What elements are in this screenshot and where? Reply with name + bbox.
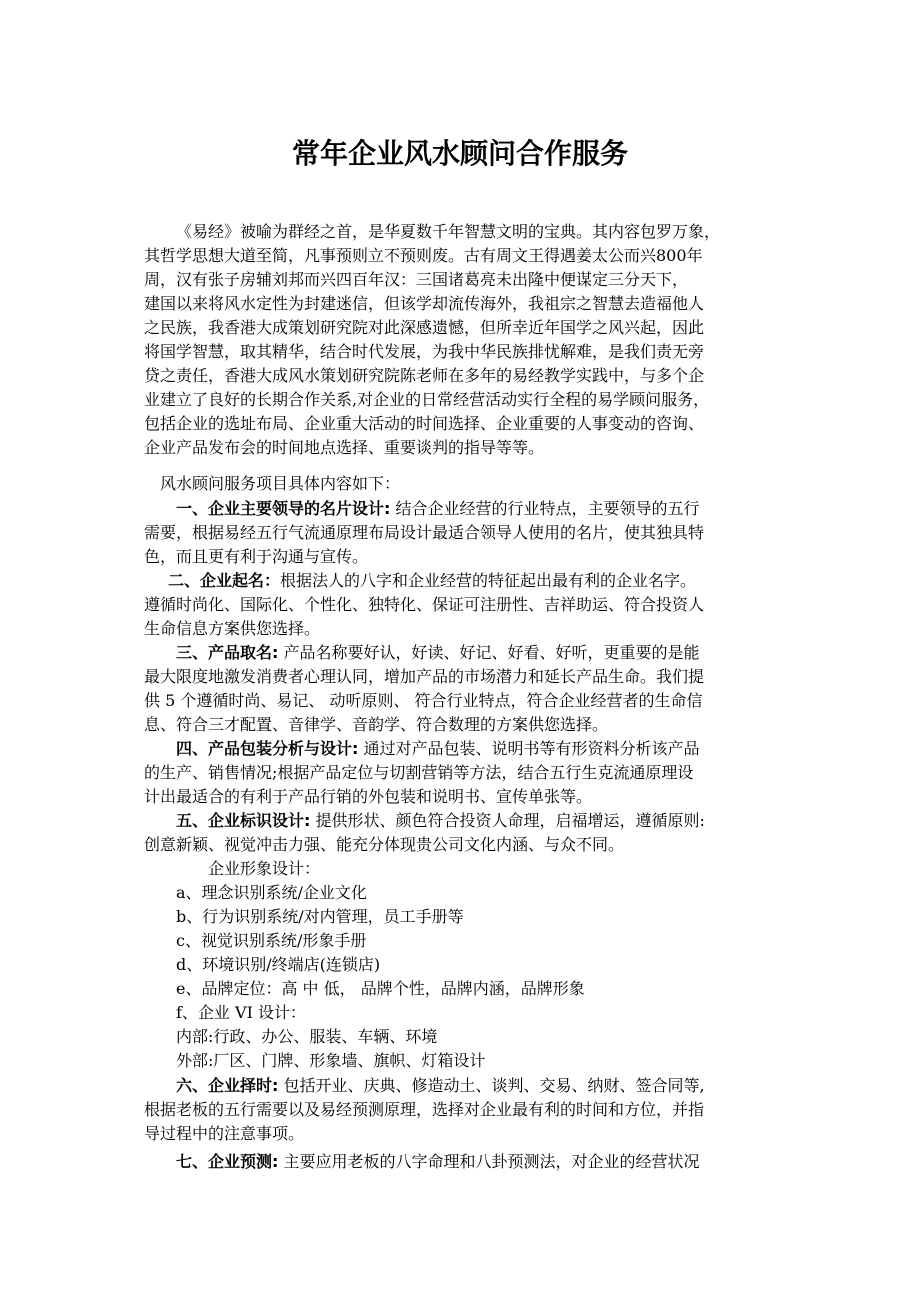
item-1-label: 一、企业主要领导的名片设计: — [176, 499, 391, 518]
intro-line: 其哲学思想大道至简，凡事预则立不预则废。古有周文王得遇姜太公而兴800年 — [144, 246, 703, 265]
item-3-line: 供 5 个遵循时尚、易记、 动听原则、 符合行业特点，符合企业经营者的生命信 — [144, 691, 703, 710]
item-1-line: 色，而且更有利于沟通与宣传。 — [144, 547, 369, 566]
item-2-first-line — [168, 569, 696, 593]
item-7-label: 七、企业预测: — [176, 1152, 279, 1171]
item-4-line: 计出最适合的有利于产品行销的外包装和说明书、宣传单张等。 — [144, 787, 593, 806]
vi-list-item: d、环境识别/终端店(连锁店) — [176, 955, 381, 974]
intro-line: 之民族，我香港大成策划研究院对此深感遗憾，但所幸近年国学之风兴起，因此 — [144, 318, 705, 337]
item-6-label: 六、企业择时: — [176, 1076, 279, 1095]
item-5-line: 创意新颖、视觉冲击力强、能充分体现贵公司文化内涵、与众不同。 — [144, 835, 625, 854]
item-4-text: 通过对产品包装、说明书等有形资料分析该产品 — [358, 739, 700, 758]
intro-line: 包括企业的选址布局、企业重大活动的时间选择、企业重要的人事变动的咨询、 — [144, 414, 705, 433]
item-6-line: 导过程中的注意事项。 — [144, 1124, 305, 1143]
item-5-text: 提供形状、颜色符合投资人命理，启福增运，遵循原则: — [310, 811, 705, 830]
vi-list-item: c、视觉识别系统/形象手册 — [176, 931, 367, 950]
intro-line: 《易经》被喻为群经之首，是华夏数千年智慧文明的宝典。其内容包罗万象， — [176, 222, 721, 241]
document-title: 常年企业风水顾问合作服务 — [291, 137, 628, 170]
item-3-first-line — [176, 641, 700, 665]
item-3-line: 息、符合三才配置、音律学、音韵学、符合数理的方案供您选择。 — [144, 715, 609, 734]
vi-list-item: b、行为识别系统/对内管理，员工手册等 — [176, 907, 464, 926]
intro-line: 将国学智慧，取其精华，结合时代发展，为我中华民族排忧解难，是我们责无旁 — [144, 342, 705, 361]
item-7-text: 主要应用老板的八字命理和八卦预测法，对企业的经营状况 — [278, 1152, 700, 1171]
item-3-label: 三、产品取名: — [176, 643, 279, 662]
item-1-first-line — [176, 497, 700, 521]
vi-list-item: f、企业 VI 设计： — [176, 1003, 306, 1022]
intro-line: 周，汉有张子房辅刘邦而兴四百年汉：三国诸葛亮未出隆中便谋定三分天下， — [144, 270, 689, 289]
item-2-line: 遵循时尚化、国际化、个性化、独特化、保证可注册性、吉祥助运、符合投资人 — [144, 595, 705, 614]
item-6-line: 根据老板的五行需要以及易经预测原理，选择对企业最有利的时间和方位，并指 — [144, 1100, 705, 1119]
item-3-text: 产品名称要好认，好读、好记、好看、好听，更重要的是能 — [278, 643, 700, 662]
item-2-text: 根据法人的八字和企业经营的特征起出最有利的企业名字。 — [280, 571, 697, 590]
vi-list-item: a、理念识别系统/企业文化 — [176, 883, 367, 902]
item-6-first-line — [176, 1074, 705, 1098]
item-5-first-line — [176, 809, 705, 833]
item-5-label: 五、企业标识设计: — [176, 811, 311, 830]
vi-list-item: 外部:厂区、门牌、形象墙、旗帜、灯箱设计 — [176, 1051, 486, 1070]
item-4-line: 的生产、销售情况;根据产品定位与切割营销等方法，结合五行生克流通原理设 — [144, 763, 694, 782]
services-heading: 风水顾问服务项目具体内容如下： — [160, 474, 401, 493]
item-4-first-line — [176, 737, 700, 761]
vi-list-item: 内部:行政、办公、服装、车辆、环境 — [176, 1027, 438, 1046]
item-1-line: 需要，根据易经五行气流通原理布局设计最适合领导人使用的名片，使其独具特 — [144, 523, 705, 542]
item-2-label: 二、企业起名： — [168, 571, 281, 590]
item-7-first-line — [176, 1150, 700, 1174]
intro-line: 企业产品发布会的时间地点选择、重要谈判的指导等等。 — [144, 438, 545, 457]
item-1-text: 结合企业经营的行业特点，主要领导的五行 — [390, 499, 700, 518]
intro-line: 建国以来将风水定性为封建迷信，但该学却流传海外，我祖宗之智慧去造福他人 — [144, 294, 705, 313]
item-6-text: 包括开业、庆典、修造动土、谈判、交易、纳财、签合同等, — [278, 1076, 705, 1095]
item-4-label: 四、产品包装分析与设计: — [176, 739, 359, 758]
item-2-line: 生命信息方案供您选择。 — [144, 619, 321, 638]
item-3-line: 最大限度地激发消费者心理认同，增加产品的市场潜力和延长产品生命。我们提 — [144, 667, 705, 686]
vi-list-item: e、品牌定位：高 中 低， 品牌个性，品牌内涵，品牌形象 — [176, 979, 585, 998]
intro-line: 贷之责任，香港大成风水策划研究院陈老师在多年的易经教学实践中，与多个企 — [144, 366, 705, 385]
vi-heading: 企业形象设计： — [208, 859, 321, 878]
intro-line: 业建立了良好的长期合作关系,对企业的日常经营活动实行全程的易学顾问服务， — [144, 390, 710, 409]
